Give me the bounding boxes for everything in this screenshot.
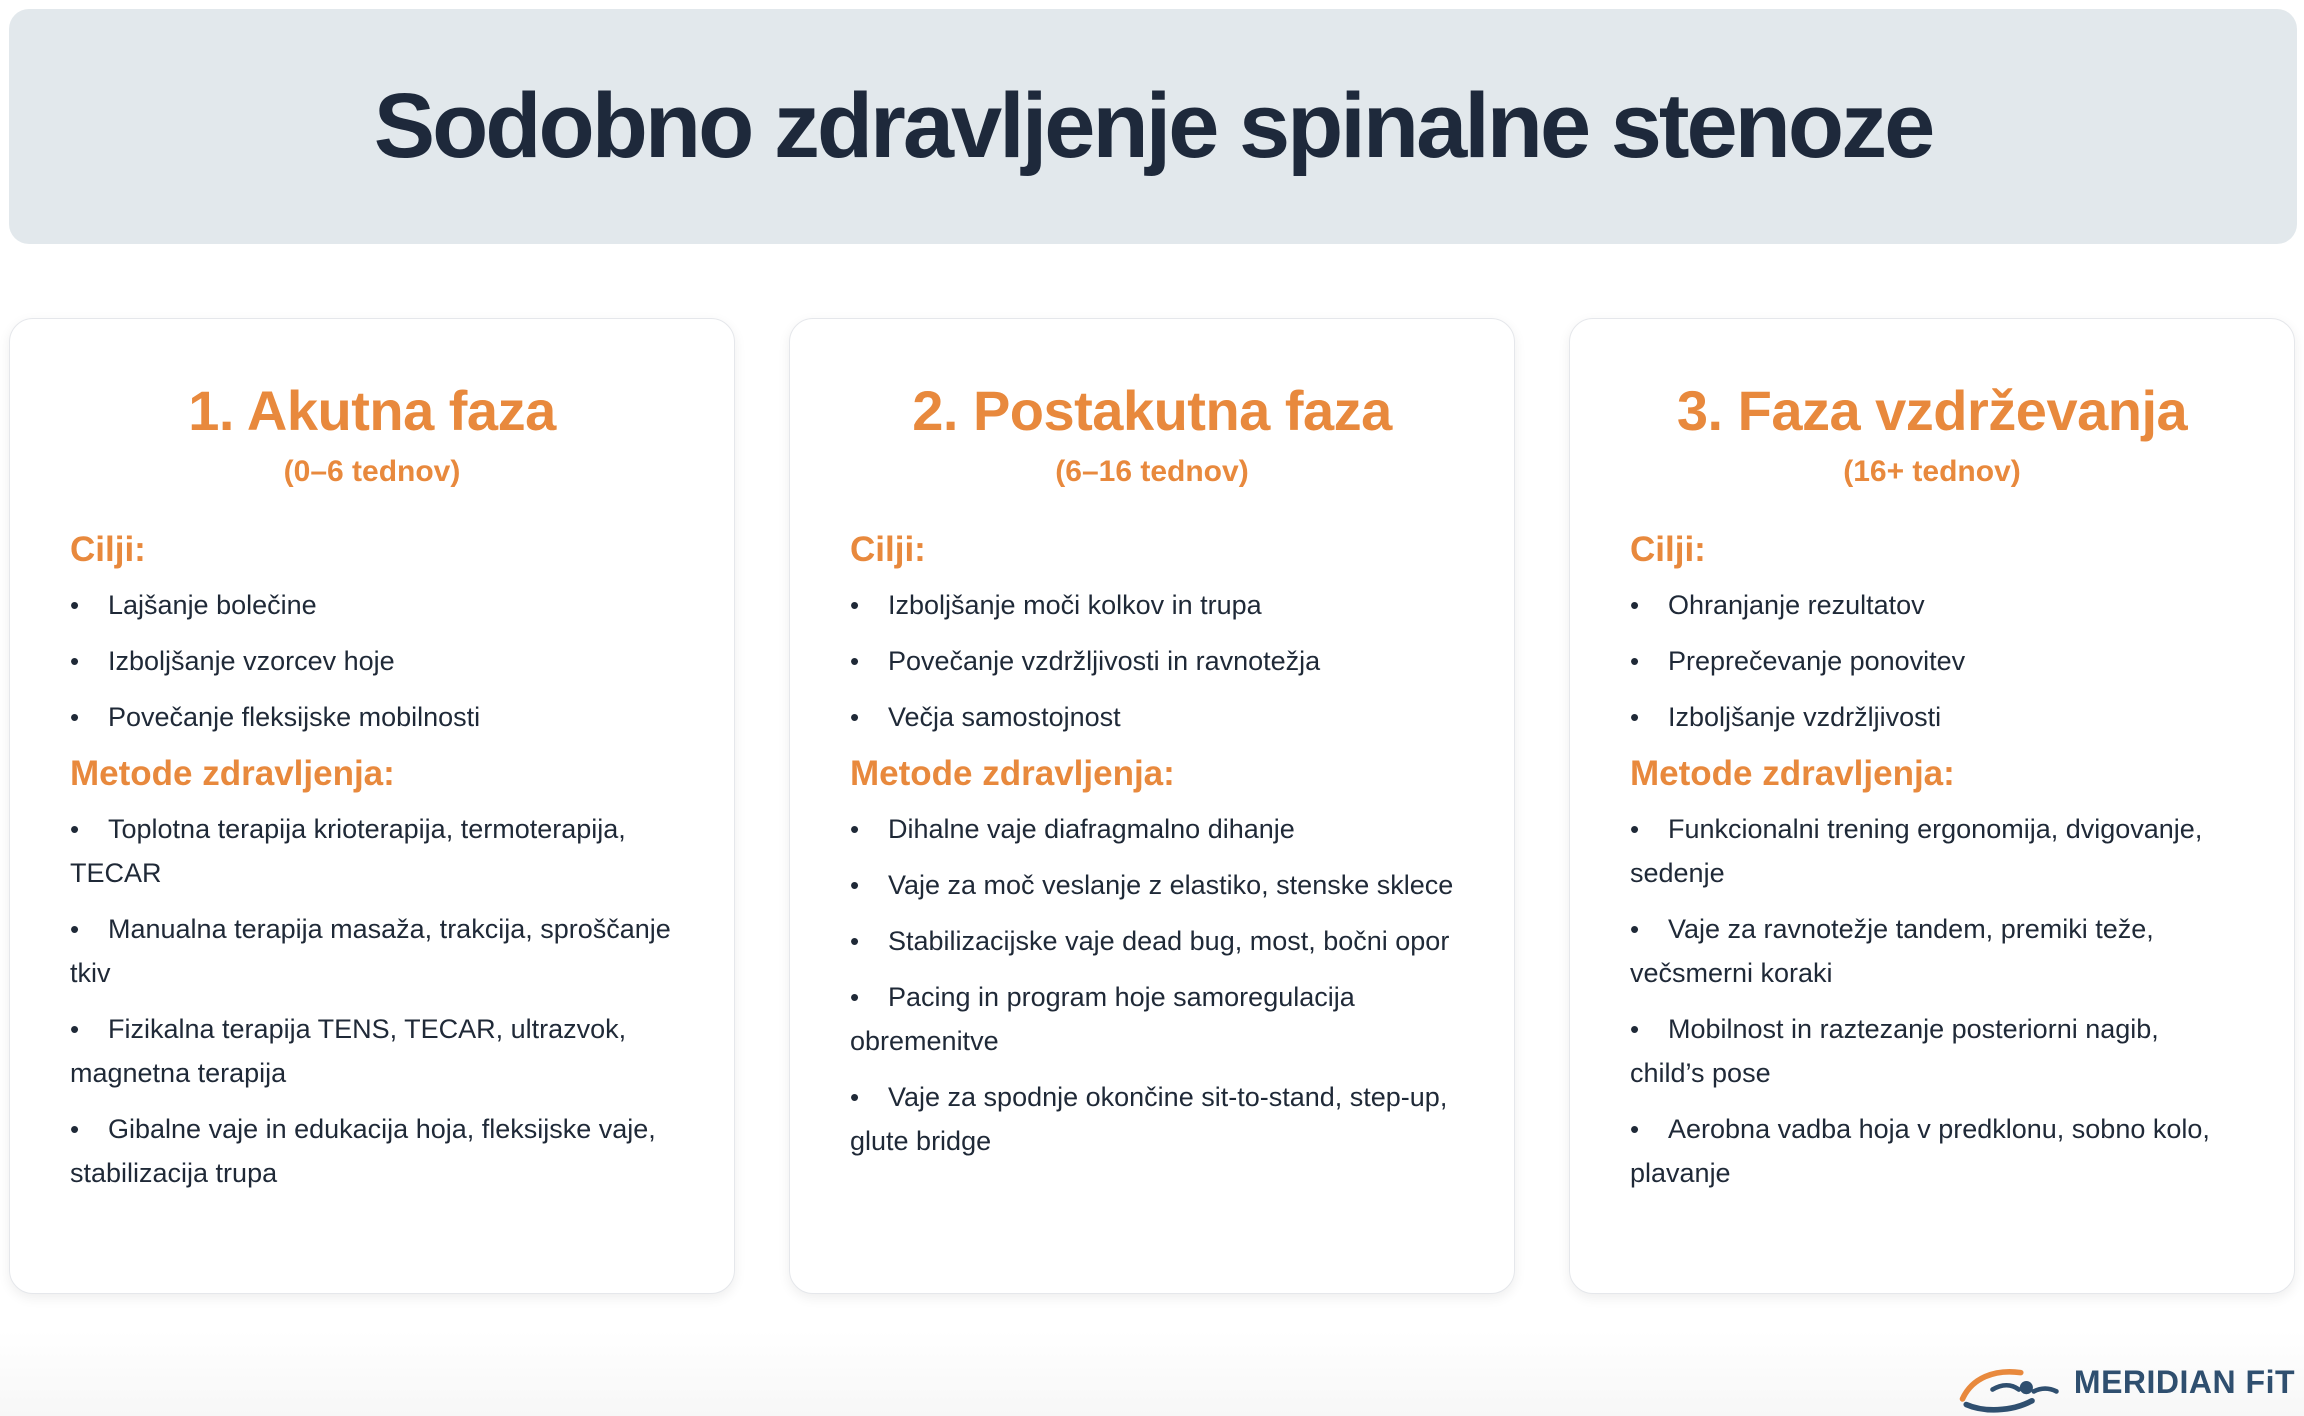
methods-list — [70, 807, 674, 1195]
phase-duration: (6–16 tednov) — [1055, 455, 1249, 489]
goal-item: • Povečanje vzdržljivosti in ravnotežja — [850, 639, 1454, 683]
phase-card-maintenance — [1569, 318, 2295, 1294]
goals-heading: Cilji: — [70, 530, 146, 570]
phase-card-acute — [9, 318, 735, 1294]
goal-item: • Izboljšanje vzorcev hoje — [70, 639, 674, 683]
method-item: • Toplotna terapija krioterapija, termoterapija, TECAR — [70, 807, 674, 895]
goal-item: • Povečanje fleksijske mobilnosti — [70, 695, 674, 739]
page-title: Sodobno zdravljenje spinalne stenoze — [373, 75, 1933, 177]
goals-heading: Cilji: — [1630, 530, 1706, 570]
goal-item: • Preprečevanje ponovitev — [1630, 639, 2234, 683]
goals-list — [1630, 583, 2234, 739]
goal-item: • Lajšanje bolečine — [70, 583, 674, 627]
goals-list — [850, 583, 1454, 739]
methods-list — [1630, 807, 2234, 1195]
phase-title: 2. Postakutna faza — [912, 379, 1392, 442]
phase-title: 1. Akutna faza — [188, 379, 556, 442]
method-item: • Vaje za ravnotežje tandem, premiki teže, večsmerni koraki — [1630, 907, 2234, 995]
goal-item: • Izboljšanje vzdržljivosti — [1630, 695, 2234, 739]
method-item: • Fizikalna terapija TENS, TECAR, ultrazvok, magnetna terapija — [70, 1007, 674, 1095]
method-item: • Vaje za moč veslanje z elastiko, stenske sklece — [850, 863, 1454, 907]
methods-heading: Metode zdravljenja: — [1630, 754, 1955, 794]
page-header — [9, 9, 2297, 244]
method-item: • Aerobna vadba hoja v predklonu, sobno kolo, plavanje — [1630, 1107, 2234, 1195]
goals-list — [70, 583, 674, 739]
swimmer-logo-icon — [1955, 1348, 2064, 1416]
phase-title: 3. Faza vzdrževanja — [1676, 379, 2188, 442]
method-item: • Mobilnost in raztezanje posteriorni nagib, child’s pose — [1630, 1007, 2234, 1095]
phase-card-postacute — [789, 318, 1515, 1294]
method-item: • Gibalne vaje in edukacija hoja, fleksijske vaje, stabilizacija trupa — [70, 1107, 674, 1195]
phase-cards — [9, 318, 2297, 1296]
method-item: • Funkcionalni trening ergonomija, dvigovanje, sedenje — [1630, 807, 2234, 895]
methods-heading: Metode zdravljenja: — [850, 754, 1175, 794]
method-item: • Manualna terapija masaža, trakcija, sproščanje tkiv — [70, 907, 674, 995]
method-item: • Dihalne vaje diafragmalno dihanje — [850, 807, 1454, 851]
methods-list — [850, 807, 1454, 1163]
methods-heading: Metode zdravljenja: — [70, 754, 395, 794]
goal-item: • Večja samostojnost — [850, 695, 1454, 739]
goals-heading: Cilji: — [850, 530, 926, 570]
phase-duration: (0–6 tednov) — [283, 455, 461, 489]
goal-item: • Ohranjanje rezultatov — [1630, 583, 2234, 627]
method-item: • Pacing in program hoje samoregulacija obremenitve — [850, 975, 1454, 1063]
logo-wordmark: MERIDIAN FiT — [2073, 1363, 2295, 1400]
goal-item: • Izboljšanje moči kolkov in trupa — [850, 583, 1454, 627]
method-item: • Vaje za spodnje okončine sit-to-stand, step-up, glute bridge — [850, 1075, 1454, 1163]
phase-duration: (16+ tednov) — [1843, 455, 2021, 489]
method-item: • Stabilizacijske vaje dead bug, most, bočni opor — [850, 919, 1454, 963]
meridian-fit-logo — [1955, 1348, 2295, 1416]
